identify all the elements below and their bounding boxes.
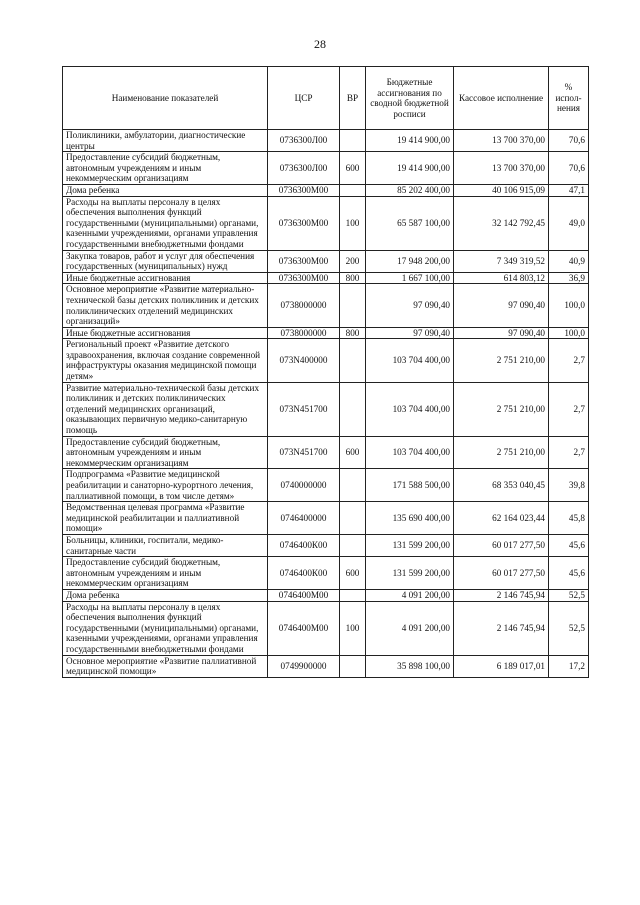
cell-name: Дома ребенка [63,589,268,601]
cell-execution: 2 751 210,00 [454,436,549,469]
table-header-row [63,67,589,130]
cell-name: Иные бюджетные ассигнования [63,327,268,339]
cell-name: Дома ребенка [63,184,268,196]
cell-percent: 45,6 [549,534,589,556]
cell-budget: 35 898 100,00 [366,655,454,677]
page-number: 28 [314,37,326,51]
table-row [63,589,589,601]
cell-budget: 85 202 400,00 [366,184,454,196]
cell-budget: 17 948 200,00 [366,250,454,272]
cell-budget: 103 704 400,00 [366,436,454,469]
table-row [63,327,589,339]
cell-execution: 60 017 277,50 [454,534,549,556]
cell-budget: 131 599 200,00 [366,557,454,590]
cell-budget: 19 414 900,00 [366,130,454,152]
cell-name: Основное мероприятие «Развитие паллиативной медицинской помощи» [63,655,268,677]
cell-name: Закупка товаров, работ и услуг для обеспечения государственных (муниципальных) нужд [63,250,268,272]
cell-csr: 0746400М00 [268,589,340,601]
cell-budget: 65 587 100,00 [366,196,454,250]
cell-percent: 52,5 [549,601,589,655]
cell-csr: 0746400К00 [268,534,340,556]
cell-vr: 800 [340,272,366,284]
cell-csr: 073N451700 [268,436,340,469]
cell-vr: 100 [340,196,366,250]
cell-execution: 40 106 915,09 [454,184,549,196]
table-row [63,184,589,196]
cell-execution: 13 700 370,00 [454,152,549,185]
cell-vr [340,589,366,601]
table-row [63,250,589,272]
table-row [63,284,589,327]
budget-execution-table [62,66,589,678]
cell-csr: 0738000000 [268,284,340,327]
table-body [63,130,589,678]
cell-name: Расходы на выплаты персоналу в целях обеспечения выполнения функций государственными (муниципальными) органами, казенными учреждениями, органами управления государственными внебюджетными фондами [63,196,268,250]
header-vr: ВР [340,67,366,130]
cell-budget: 97 090,40 [366,327,454,339]
cell-budget: 4 091 200,00 [366,601,454,655]
cell-budget: 4 091 200,00 [366,589,454,601]
cell-name: Основное мероприятие «Развитие материально-технической базы детских поликлиник и детских поликлинических отделений медицинских организаций» [63,284,268,327]
cell-csr: 0736300М00 [268,184,340,196]
table-row [63,382,589,436]
cell-name: Расходы на выплаты персоналу в целях обеспечения выполнения функций государственными (муниципальными) органами, казенными учреждениями, органами управления государственными внебюджетными фондами [63,601,268,655]
cell-percent: 70,6 [549,152,589,185]
cell-csr: 0738000000 [268,327,340,339]
cell-execution: 97 090,40 [454,327,549,339]
table-row [63,196,589,250]
cell-vr [340,382,366,436]
cell-name: Иные бюджетные ассигнования [63,272,268,284]
cell-budget: 171 588 500,00 [366,469,454,502]
table-row [63,272,589,284]
cell-csr: 0736300М00 [268,196,340,250]
cell-execution: 2 146 745,94 [454,601,549,655]
cell-execution: 97 090,40 [454,284,549,327]
cell-vr: 100 [340,601,366,655]
cell-percent: 100,0 [549,327,589,339]
cell-percent: 47,1 [549,184,589,196]
cell-csr: 0749900000 [268,655,340,677]
cell-percent: 17,2 [549,655,589,677]
cell-execution: 32 142 792,45 [454,196,549,250]
cell-csr: 0736300М00 [268,250,340,272]
cell-csr: 0746400М00 [268,601,340,655]
cell-vr [340,655,366,677]
cell-execution: 614 803,12 [454,272,549,284]
cell-vr [340,339,366,382]
header-name: Наименование показателей [63,67,268,130]
table-row [63,130,589,152]
table-row [63,655,589,677]
table-row [63,502,589,535]
cell-name: Региональный проект «Развитие детского здравоохранения, включая создание современной инфраструктуры оказания медицинской помощи детям» [63,339,268,382]
cell-vr [340,130,366,152]
cell-percent: 49,0 [549,196,589,250]
cell-name: Предоставление субсидий бюджетным, автономным учреждениям и иным некоммерческим организациям [63,152,268,185]
cell-percent: 2,7 [549,382,589,436]
cell-csr: 0746400К00 [268,557,340,590]
cell-percent: 2,7 [549,436,589,469]
header-budget: Бюджетные ассигнования по сводной бюджетной росписи [366,67,454,130]
cell-percent: 40,9 [549,250,589,272]
cell-execution: 2 751 210,00 [454,382,549,436]
cell-execution: 2 751 210,00 [454,339,549,382]
cell-csr: 0746400000 [268,502,340,535]
cell-percent: 36,9 [549,272,589,284]
cell-vr [340,534,366,556]
cell-vr: 600 [340,436,366,469]
cell-execution: 13 700 370,00 [454,130,549,152]
cell-execution: 62 164 023,44 [454,502,549,535]
cell-percent: 100,0 [549,284,589,327]
cell-percent: 70,6 [549,130,589,152]
cell-name: Предоставление субсидий бюджетным, автономным учреждениям и иным некоммерческим организациям [63,557,268,590]
cell-budget: 1 667 100,00 [366,272,454,284]
cell-vr: 600 [340,152,366,185]
cell-percent: 45,6 [549,557,589,590]
table-row [63,152,589,185]
cell-execution: 2 146 745,94 [454,589,549,601]
cell-budget: 103 704 400,00 [366,339,454,382]
cell-execution: 6 189 017,01 [454,655,549,677]
cell-vr: 200 [340,250,366,272]
cell-name: Больницы, клиники, госпитали, медико-санитарные части [63,534,268,556]
cell-vr [340,469,366,502]
cell-csr: 073N400000 [268,339,340,382]
cell-execution: 7 349 319,52 [454,250,549,272]
cell-vr [340,502,366,535]
cell-name: Развитие материально-технической базы детских поликлиник и детских поликлинических отделений медицинских организаций, оказывающих первичную медико-санитарную помощь [63,382,268,436]
cell-percent: 39,8 [549,469,589,502]
cell-percent: 2,7 [549,339,589,382]
cell-budget: 103 704 400,00 [366,382,454,436]
cell-vr: 600 [340,557,366,590]
table-row [63,436,589,469]
cell-name: Предоставление субсидий бюджетным, автономным учреждениям и иным некоммерческим организациям [63,436,268,469]
table-row [63,534,589,556]
cell-csr: 0740000000 [268,469,340,502]
header-csr: ЦСР [268,67,340,130]
header-execution: Кассовое исполнение [454,67,549,130]
cell-execution: 68 353 040,45 [454,469,549,502]
cell-budget: 135 690 400,00 [366,502,454,535]
table-row [63,469,589,502]
cell-execution: 60 017 277,50 [454,557,549,590]
cell-name: Поликлиники, амбулатории, диагностические центры [63,130,268,152]
cell-name: Ведомственная целевая программа «Развитие медицинской реабилитации и паллиативной помощи» [63,502,268,535]
cell-vr [340,184,366,196]
cell-budget: 19 414 900,00 [366,152,454,185]
cell-percent: 52,5 [549,589,589,601]
cell-name: Подпрограмма «Развитие медицинской реабилитации и санаторно-курортного лечения, паллиативной помощи, в том числе детям» [63,469,268,502]
table-row [63,601,589,655]
cell-vr [340,284,366,327]
cell-percent: 45,8 [549,502,589,535]
cell-vr: 800 [340,327,366,339]
table-row [63,557,589,590]
header-percent: % испол-нения [549,67,589,130]
cell-csr: 073N451700 [268,382,340,436]
cell-csr: 0736300Л00 [268,130,340,152]
table-row [63,339,589,382]
cell-budget: 131 599 200,00 [366,534,454,556]
cell-csr: 0736300М00 [268,272,340,284]
cell-budget: 97 090,40 [366,284,454,327]
cell-csr: 0736300Л00 [268,152,340,185]
